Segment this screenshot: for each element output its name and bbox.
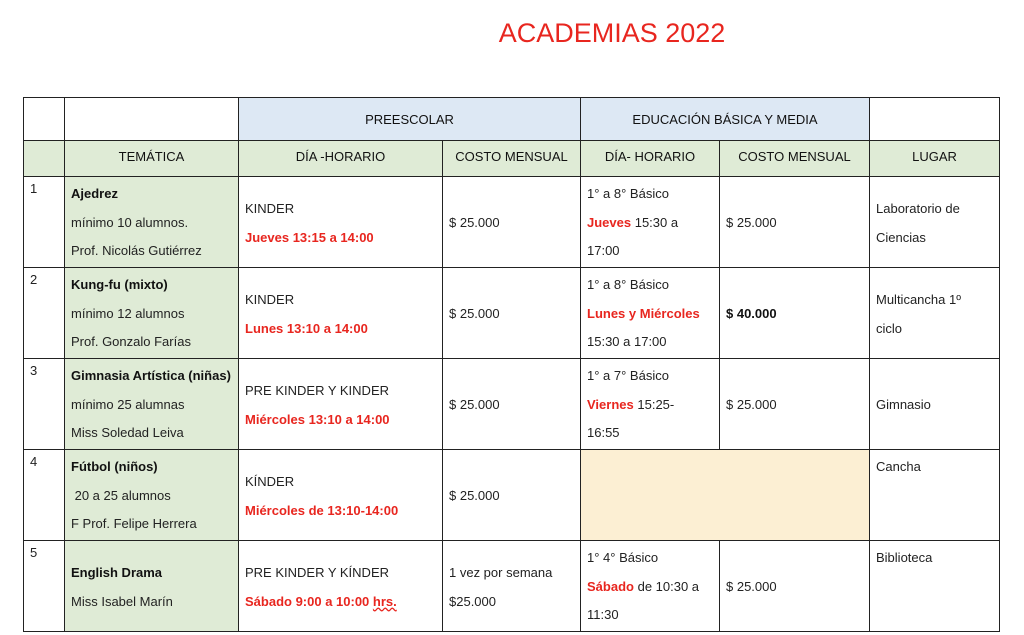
empty-cell — [24, 141, 65, 177]
pre-level: KINDER — [245, 292, 295, 307]
pre-level: PRE KINDER Y KÍNDER — [245, 565, 390, 580]
pre-schedule-cell — [239, 450, 443, 541]
pre-schedule-cell — [239, 177, 443, 268]
pre-schedule: Lunes 13:10 a 14:00 — [245, 320, 368, 336]
empty-basica-cell — [581, 450, 870, 541]
pre-cost: $ 25.000 — [443, 268, 581, 359]
empty-cell — [870, 98, 1000, 141]
table-row — [24, 177, 1000, 268]
activity-name: Gimnasia Artística (niñas) — [71, 368, 231, 383]
pre-level: PRE KINDER Y KINDER — [245, 383, 390, 398]
lugar-cell — [870, 268, 1000, 359]
bas-time-end: 16:55 — [587, 425, 620, 440]
activity-cell — [65, 177, 239, 268]
activity-teacher: Prof. Nicolás Gutiérrez — [71, 243, 202, 258]
lugar: Gimnasio — [870, 359, 1000, 450]
section-header-row — [24, 98, 1000, 141]
col-pre-costo: COSTO MENSUAL — [443, 141, 581, 177]
bas-cost: $ 25.000 — [720, 359, 870, 450]
activity-teacher: Prof. Gonzalo Farías — [71, 334, 191, 349]
bas-time-end: 11:30 — [587, 607, 619, 622]
activity-name: Fútbol (niños) — [71, 459, 158, 474]
bas-time: 15:25- — [637, 396, 675, 412]
row-number: 1 — [24, 177, 65, 268]
lugar: Multicancha 1º — [876, 292, 961, 307]
pre-cost-frequency: 1 vez por semana — [449, 565, 553, 580]
pre-level: KINDER — [245, 201, 295, 216]
lugar-cell — [870, 177, 1000, 268]
pre-schedule: Miércoles 13:10 a 14:00 — [245, 411, 390, 427]
pre-schedule: Miércoles de 13:10-14:00 — [245, 502, 399, 518]
table-row — [24, 359, 1000, 450]
empty-cell — [65, 98, 239, 141]
row-number: 5 — [24, 541, 65, 632]
col-lugar: LUGAR — [870, 141, 1000, 177]
col-bas-costo: COSTO MENSUAL — [720, 141, 870, 177]
bas-time: 15:30 a — [634, 214, 679, 230]
pre-cost: $ 25.000 — [443, 177, 581, 268]
bas-time: 15:30 a 17:00 — [587, 334, 667, 349]
activity-detail: mínimo 12 alumnos — [71, 305, 185, 321]
bas-cost: $ 25.000 — [720, 541, 870, 632]
pre-schedule-suffix: hrs. — [372, 593, 397, 609]
bas-level: 1° a 8° Básico — [587, 186, 669, 201]
empty-cell — [24, 98, 65, 141]
pre-level: KÍNDER — [245, 474, 295, 489]
activity-cell — [65, 541, 239, 632]
col-bas-horario: DÍA- HORARIO — [581, 141, 720, 177]
academias-table — [23, 97, 1000, 632]
activity-name: Kung-fu (mixto) — [71, 277, 168, 292]
bas-time: de 10:30 a — [637, 578, 700, 594]
bas-schedule-cell — [581, 541, 720, 632]
activity-cell — [65, 268, 239, 359]
col-tematica: TEMÁTICA — [65, 141, 239, 177]
activity-detail: mínimo 25 alumnas — [71, 396, 185, 412]
pre-schedule-cell — [239, 359, 443, 450]
lugar: Cancha — [870, 450, 1000, 541]
col-pre-horario: DÍA -HORARIO — [239, 141, 443, 177]
section-preescolar: PREESCOLAR — [239, 98, 581, 141]
lugar: Ciencias — [876, 229, 926, 245]
row-number: 4 — [24, 450, 65, 541]
bas-day: Jueves — [587, 214, 632, 230]
column-header-row — [24, 141, 1000, 177]
bas-time-end: 17:00 — [587, 243, 620, 258]
bas-schedule-cell — [581, 177, 720, 268]
bas-level: 1° a 7° Básico — [587, 368, 669, 383]
bas-day: Lunes y Miércoles — [587, 305, 700, 321]
activity-detail: 20 a 25 alumnos — [71, 487, 171, 503]
pre-schedule: Jueves 13:15 a 14:00 — [245, 229, 374, 245]
pre-cost-cell — [443, 541, 581, 632]
activity-cell — [65, 359, 239, 450]
pre-cost: $25.000 — [449, 593, 496, 609]
row-number: 3 — [24, 359, 65, 450]
bas-day: Viernes — [587, 396, 634, 412]
activity-name: English Drama — [71, 565, 163, 580]
table-row — [24, 450, 1000, 541]
activity-cell — [65, 450, 239, 541]
bas-level: 1° a 8° Básico — [587, 277, 669, 292]
activity-name: Ajedrez — [71, 186, 118, 201]
section-basica-media: EDUCACIÓN BÁSICA Y MEDIA — [581, 98, 870, 141]
bas-day: Sábado — [587, 578, 634, 594]
pre-cost: $ 25.000 — [443, 359, 581, 450]
pre-schedule: Sábado 9:00 a 10:00 — [245, 593, 373, 609]
lugar: Biblioteca — [870, 541, 1000, 632]
table-row — [24, 268, 1000, 359]
activity-teacher: F Prof. Felipe Herrera — [71, 516, 197, 531]
pre-cost: $ 25.000 — [443, 450, 581, 541]
lugar: ciclo — [876, 320, 903, 336]
activity-teacher: Miss Soledad Leiva — [71, 425, 184, 440]
bas-schedule-cell — [581, 359, 720, 450]
activity-teacher: Miss Isabel Marín — [71, 593, 173, 609]
lugar: Laboratorio de — [876, 201, 960, 216]
bas-cost: $ 25.000 — [720, 177, 870, 268]
pre-schedule-cell — [239, 541, 443, 632]
row-number: 2 — [24, 268, 65, 359]
table-row — [24, 541, 1000, 632]
bas-cost: $ 40.000 — [720, 268, 870, 359]
bas-level: 1° 4° Básico — [587, 550, 659, 565]
activity-detail: mínimo 10 alumnos. — [71, 214, 189, 230]
page-title: ACADEMIAS 2022 — [498, 18, 726, 48]
pre-schedule-cell — [239, 268, 443, 359]
bas-schedule-cell — [581, 268, 720, 359]
